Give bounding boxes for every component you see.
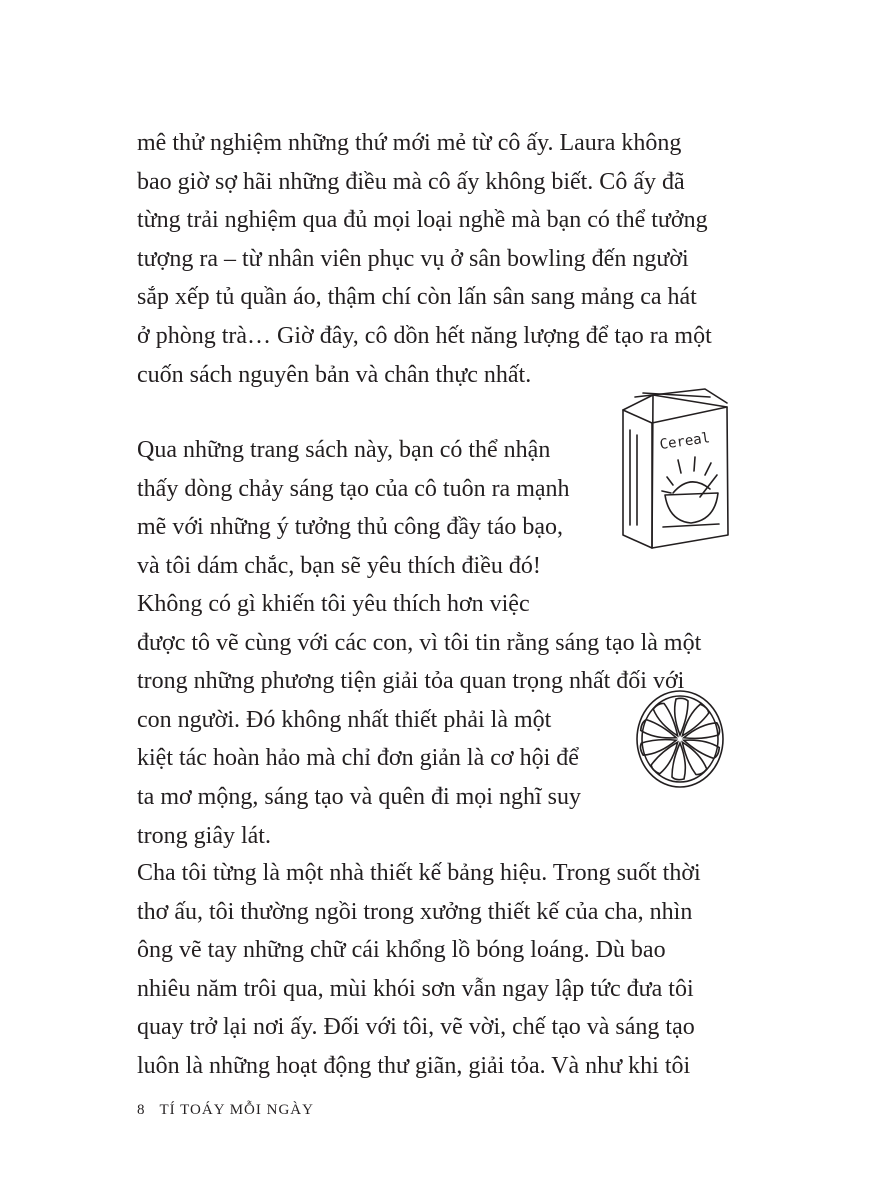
text-line: sắp xếp tủ quần áo, thậm chí còn lấn sân sang mảng ca hát: [137, 284, 697, 311]
paragraph-2: [137, 431, 570, 585]
lemon-slice-illustration: [632, 685, 732, 795]
paragraph-1: [137, 124, 712, 394]
book-title: TÍ TOÁY MỖI NGÀY: [159, 1102, 314, 1118]
text-line: tượng ra – từ nhân viên phục vụ ở sân bowling đến người: [137, 245, 689, 272]
paragraph-4: [137, 854, 701, 1086]
text-line: thấy dòng chảy sáng tạo của cô tuôn ra mạnh: [137, 475, 570, 502]
text-line: Không có gì khiến tôi yêu thích hơn việc: [137, 591, 530, 617]
text-line: thơ ấu, tôi thường ngồi trong xưởng thiết kế của cha, nhìn: [137, 898, 693, 925]
text-line: từng trải nghiệm qua đủ mọi loại nghề mà bạn có thể tưởng: [137, 207, 708, 234]
text-line: kiệt tác hoàn hảo mà chỉ đơn giản là cơ hội để: [137, 745, 579, 772]
cereal-box-label: Cereal: [658, 430, 712, 454]
text-line: quay trở lại nơi ấy. Đối với tôi, vẽ vời, chế tạo và sáng tạo: [137, 1014, 695, 1041]
text-line: Qua những trang sách này, bạn có thể nhận: [137, 437, 551, 463]
text-line: Cha tôi từng là một nhà thiết kế bảng hiệu. Trong suốt thời: [137, 860, 701, 886]
page-number: 8: [137, 1102, 146, 1118]
paragraph-3: [137, 585, 701, 855]
text-line: con người. Đó không nhất thiết phải là một: [137, 706, 552, 733]
text-line: bao giờ sợ hãi những điều mà cô ấy không biết. Cô ấy đã: [137, 168, 685, 195]
cereal-box-illustration: [615, 385, 740, 560]
text-line: ta mơ mộng, sáng tạo và quên đi mọi nghĩ suy: [137, 783, 581, 810]
page-footer: [137, 1102, 328, 1119]
text-line: được tô vẽ cùng với các con, vì tôi tin rằng sáng tạo là một: [137, 629, 702, 656]
text-line: mê thử nghiệm những thứ mới mẻ từ cô ấy. Laura không: [137, 130, 682, 156]
text-line: và tôi dám chắc, bạn sẽ yêu thích điều đó!: [137, 552, 541, 579]
text-line: cuốn sách nguyên bản và chân thực nhất.: [137, 361, 532, 388]
text-line: nhiêu năm trôi qua, mùi khói sơn vẫn ngay lập tức đưa tôi: [137, 975, 694, 1002]
text-line: mẽ với những ý tưởng thủ công đầy táo bạo,: [137, 514, 563, 541]
text-line: trong những phương tiện giải tỏa quan trọng nhất đối với: [137, 668, 685, 695]
text-line: ở phòng trà… Giờ đây, cô dồn hết năng lượng để tạo ra một: [137, 322, 712, 349]
text-line: luôn là những hoạt động thư giãn, giải tỏa. Và như khi tôi: [137, 1052, 691, 1079]
text-line: ông vẽ tay những chữ cái khổng lồ bóng loáng. Dù bao: [137, 937, 666, 964]
text-line: trong giây lát.: [137, 822, 271, 849]
